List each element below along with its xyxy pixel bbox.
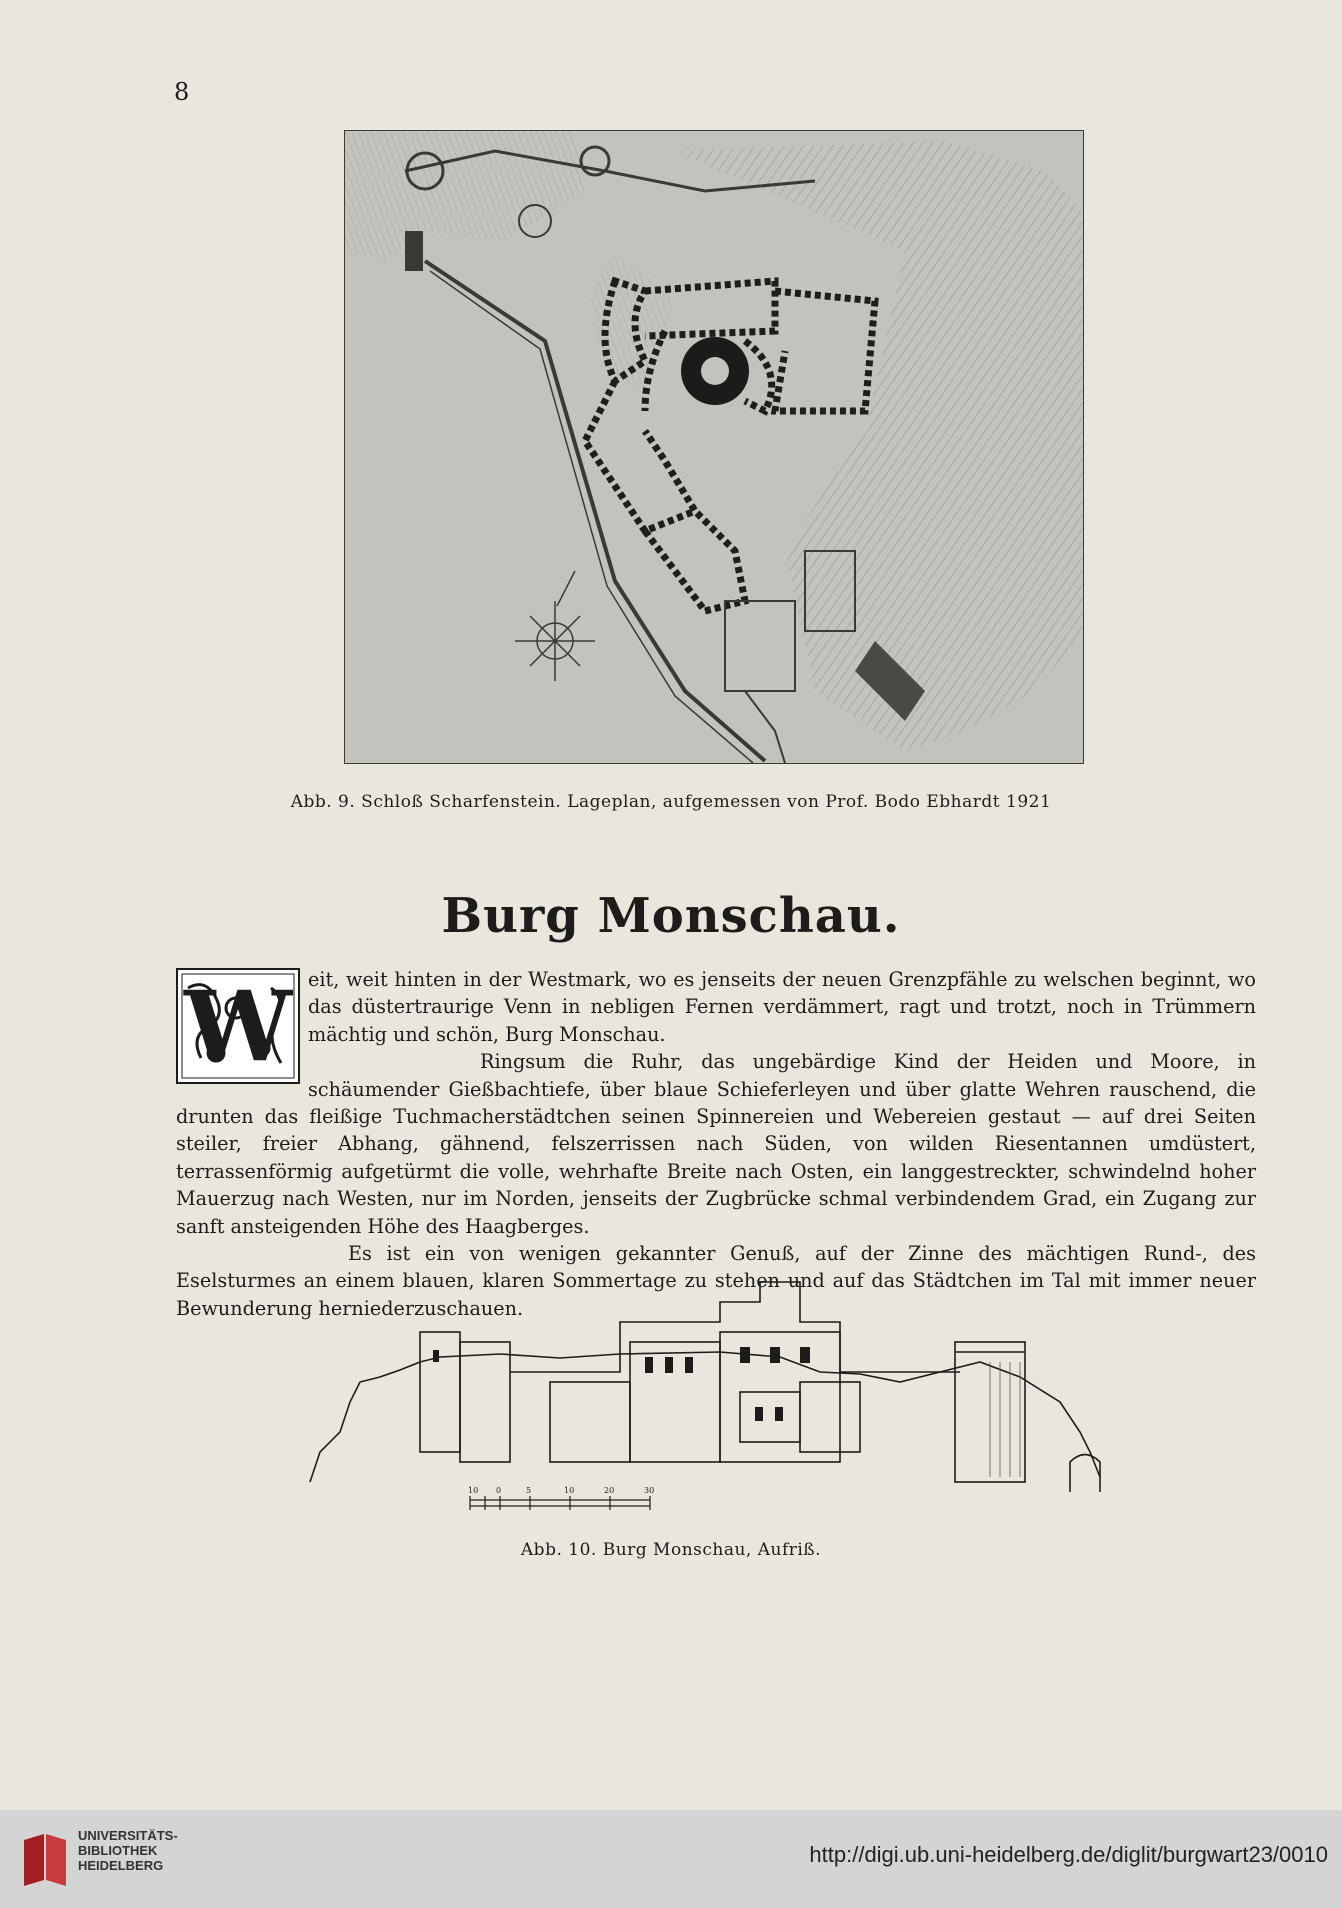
drop-cap-letter: W	[184, 970, 292, 1083]
page-number: 8	[174, 78, 190, 106]
scale-label: 10	[564, 1486, 575, 1495]
library-footer	[0, 1810, 1342, 1908]
figure-10-caption: Abb. 10. Burg Monschau, Aufriß.	[520, 1540, 822, 1560]
scale-label: 0	[496, 1486, 502, 1495]
library-name	[78, 1828, 178, 1873]
library-name-line: HEIDELBERG	[78, 1858, 164, 1873]
drop-cap-ornament	[176, 968, 300, 1084]
site-plan-figure	[344, 130, 1084, 764]
scale-label: 30	[644, 1486, 655, 1495]
library-name-line: UNIVERSITÄTS-	[78, 1828, 178, 1843]
paragraph-3: Es ist ein von wenigen gekannter Genuß, auf der Zinne des mächtigen Rund-, des Eselsturmes an einem blauen, klaren Sommertage zu stehen und auf das Städtchen im Tal mit immer neuer Bewunderung herniederzuschauen.	[176, 1242, 1256, 1320]
permalink-url[interactable]: http://digi.ub.uni-heidelberg.de/diglit/burgwart23/0010	[809, 1842, 1328, 1867]
scale-label: 20	[604, 1486, 615, 1495]
site-plan-drawing	[345, 131, 1083, 763]
castle-elevation-drawing	[300, 1262, 1140, 1532]
university-library-logo-icon	[14, 1830, 74, 1890]
scale-label: 10	[468, 1486, 479, 1495]
library-name-line: BIBLIOTHEK	[78, 1843, 158, 1858]
article-title: Burg Monschau.	[441, 888, 901, 944]
paragraph-1: eit, weit hinten in der Westmark, wo es jenseits der neuen Grenzpfähle zu welschen beginnt, wo das düstertraurige Venn in nebligen Fernen verdämmert, ragt und trotzt, noch in Trümmern mächtig und schön, Burg Monschau.	[308, 968, 1256, 1046]
paragraph-2: Ringsum die Ruhr, das ungebärdige Kind der Heiden und Moore, in schäumender Gießbachtiefe, über blaue Schieferleyen und über glatte Wehren rauschend, die drunten das fleißige Tuchmacherstädtchen seinen Spinnereien und Webereien gestaut — auf drei Seiten steiler, freier Abhang, gähnend, felszerrissen nach Süden, von wilden Riesentannen umdüstert, terrassenförmig aufgetürmt die volle, wehrhafte Breite nach Osten, ein langgestreckter, schwindelnd hoher Mauerzug nach Westen, nur im Norden, jenseits der Zugbrücke schmal verbindendem Grad, ein Zugang zur sanft ansteigenden Höhe des Haagberges.	[176, 1050, 1256, 1238]
figure-9-caption: Abb. 9. Schloß Scharfenstein. Lageplan, aufgemessen von Prof. Bodo Ebhardt 1921	[290, 792, 1052, 812]
scale-label: 5	[526, 1486, 532, 1495]
